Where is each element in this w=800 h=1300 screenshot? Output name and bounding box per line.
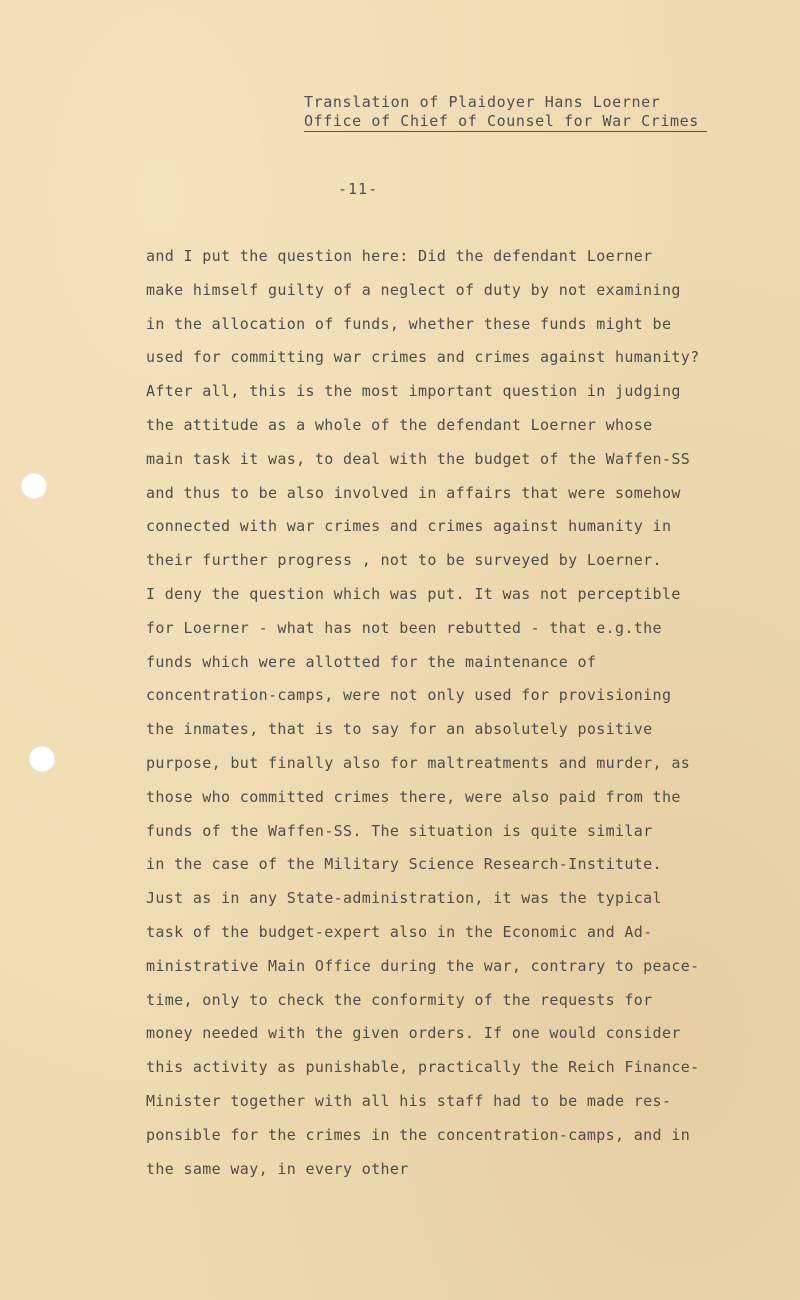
body-line: concentration-camps, were not only used for provisioning <box>146 686 672 705</box>
body-line: in the allocation of funds, whether these funds might be <box>146 314 672 333</box>
punch-hole-top <box>21 473 47 499</box>
header-line-1: Translation of Plaidoyer Hans Loerner <box>304 93 661 111</box>
body-line: for Loerner - what has not been rebutted - that e.g.the <box>146 618 662 637</box>
body-line: After all, this is the most important question in judging <box>146 382 681 401</box>
body-line: purpose, but finally also for maltreatments and murder, as <box>146 753 691 772</box>
body-line: I deny the question which was put. It was not perceptible <box>146 584 681 603</box>
punch-hole-bottom <box>29 746 55 772</box>
body-line: used for committing war crimes and crimes against humanity? <box>146 348 700 367</box>
body-line: the inmates, that is to say for an absolutely positive <box>146 720 653 739</box>
body-line: and thus to be also involved in affairs that were somehow <box>146 483 681 502</box>
body-text <box>146 244 786 1190</box>
body-line: in the case of the Military Science Research-Institute. <box>146 855 662 874</box>
body-line: their further progress , not to be surveyed by Loerner. <box>146 551 662 570</box>
body-line: money needed with the given orders. If one would consider <box>146 1024 681 1043</box>
body-line: those who committed crimes there, were also paid from the <box>146 787 681 806</box>
body-line: funds of the Waffen-SS. The situation is quite similar <box>146 821 653 840</box>
body-line: and I put the question here: Did the defendant Loerner <box>146 247 653 265</box>
body-line: ministrative Main Office during the war, contrary to peace- <box>146 956 700 975</box>
body-line: funds which were allotted for the maintenance of <box>146 652 597 671</box>
body-line: Minister together with all his staff had to be made res- <box>146 1091 672 1110</box>
header-line-2: Office of Chief of Counsel for War Crimes <box>304 112 707 132</box>
page-number: -11- <box>338 180 379 198</box>
document-header <box>304 93 707 132</box>
body-line: this activity as punishable, practically the Reich Finance- <box>146 1058 700 1077</box>
body-line: Just as in any State-administration, it was the typical <box>146 889 662 908</box>
body-line: the attitude as a whole of the defendant Loerner whose <box>146 415 653 434</box>
body-line: the same way, in every other <box>146 1159 409 1178</box>
body-line: task of the budget-expert also in the Economic and Ad- <box>146 922 653 941</box>
body-line: ponsible for the crimes in the concentration-camps, and in <box>146 1125 691 1144</box>
body-line: connected with war crimes and crimes against humanity in <box>146 517 672 536</box>
body-line: make himself guilty of a neglect of duty by not examining <box>146 280 681 299</box>
body-line: time, only to check the conformity of the requests for <box>146 990 653 1009</box>
body-line: main task it was, to deal with the budget of the Waffen-SS <box>146 449 691 468</box>
